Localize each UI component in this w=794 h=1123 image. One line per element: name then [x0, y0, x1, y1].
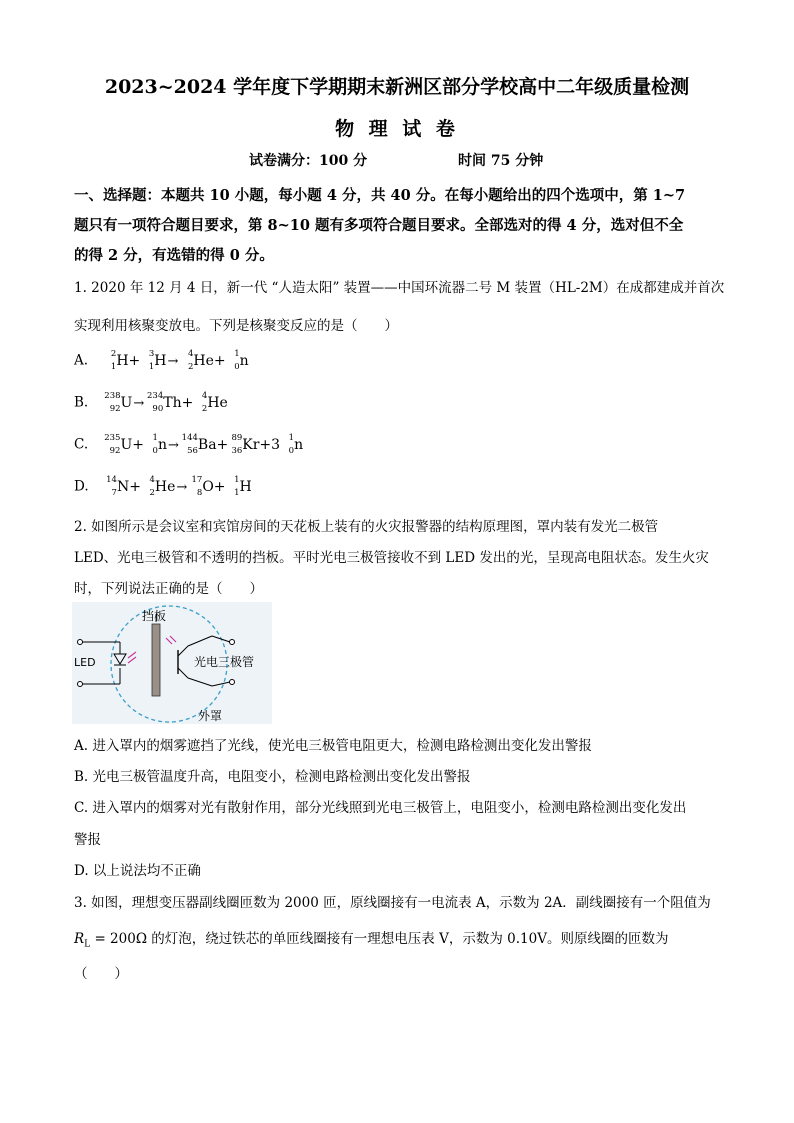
option-letter: A. [74, 352, 89, 369]
q1-line1: 1. 2020 年 12 月 4 日，新一代 “人造太阳” 装置——中国环流器二号 M 装置（HL-2M）在成都建成并首次 [74, 280, 725, 296]
phototransistor-label: 光电三极管 [194, 655, 255, 669]
baffle-label: 挡板 [142, 609, 167, 623]
q2-option-b: B. 光电三极管温度升高，电阻变小，检测电路检测出变化发出警报 [74, 769, 471, 785]
q2-line3: 时，下列说法正确的是（ ） [74, 581, 263, 597]
resistor-value: = 200Ω [90, 931, 148, 947]
section1-line3: 的得 2 分，有选错的得 0 分。 [74, 247, 274, 264]
baffle [152, 624, 160, 696]
section1-line1: 一、选择题：本题共 10 小题，每小题 4 分，共 40 分。在每小题给出的四个选项中，第 1~7 [74, 187, 686, 204]
section1-line2: 题只有一项符合题目要求，第 8~10 题有多项符合题目要求。全部选对的得 4 分，选对但不全 [74, 217, 684, 234]
option-letter: B. [74, 394, 89, 411]
exam-subject: 物 理 试 卷 [335, 118, 459, 140]
q1-option-b: B. 238 92 U→ 234 90 Th+ 4 2 He [74, 391, 228, 414]
resistor-subscript: L [84, 939, 91, 950]
q3-line1: 3. 如图，理想变压器副线圈匝数为 2000 匝，原线圈接有一电流表 A，示数为 2A．副线圈接有一个阻值为 [74, 895, 711, 911]
q3-line2 [74, 927, 668, 950]
q2-option-a: A. 进入罩内的烟雾遮挡了光线，使光电三极管电阻更大，检测电路检测出变化发出警报 [74, 738, 592, 754]
q2-option-c-line2: 警报 [74, 832, 101, 848]
q3-line2-rest: 的灯泡，绕过铁芯的单匝线圈接有一理想电压表 V，示数为 0.10V。则原线圈的匝数为 [147, 931, 669, 947]
q2-line2: LED、光电三极管和不透明的挡板。平时光电三极管接收不到 LED 发出的光，呈现高电阻状态。发生火灾 [74, 550, 709, 566]
led-label: LED [74, 656, 96, 669]
q3-line3: （ ） [74, 966, 128, 982]
q1-option-c: C. 235 92 U+ 1 0 n→ 144 56 Ba+ 89 36 Kr+3 1 0 n [74, 433, 304, 456]
resistor-symbol: R [74, 931, 85, 947]
q2-line1: 2. 如图所示是会议室和宾馆房间的天花板上装有的火灾报警器的结构原理图，罩内装有发光二极管 [74, 519, 659, 535]
fire-alarm-diagram [72, 602, 272, 724]
q1-option-a: A. 2 1 H+ 3 1 H→ 4 2 He+ 1 0 n [74, 349, 249, 372]
cover-label: 外罩 [198, 709, 223, 723]
time-label: 时间 75 分钟 [458, 153, 544, 169]
q1-option-d: D. 14 7 N+ 4 2 He→ 17 8 O+ 1 1 H [74, 475, 252, 498]
option-letter: C. [74, 436, 89, 453]
option-letter: D. [74, 478, 89, 495]
score-label: 试卷满分：100 分 [249, 153, 368, 169]
exam-title: 2023~2024 学年度下学期期末新洲区部分学校高中二年级质量检测 [104, 76, 690, 98]
q2-option-d: D. 以上说法均不正确 [74, 863, 201, 879]
q1-line2: 实现利用核聚变放电。下列是核聚变反应的是（ ） [74, 318, 398, 334]
q2-option-c-line1: C. 进入罩内的烟雾对光有散射作用，部分光线照到光电三极管上，电阻变小，检测电路检测出变化发出 [74, 800, 687, 816]
